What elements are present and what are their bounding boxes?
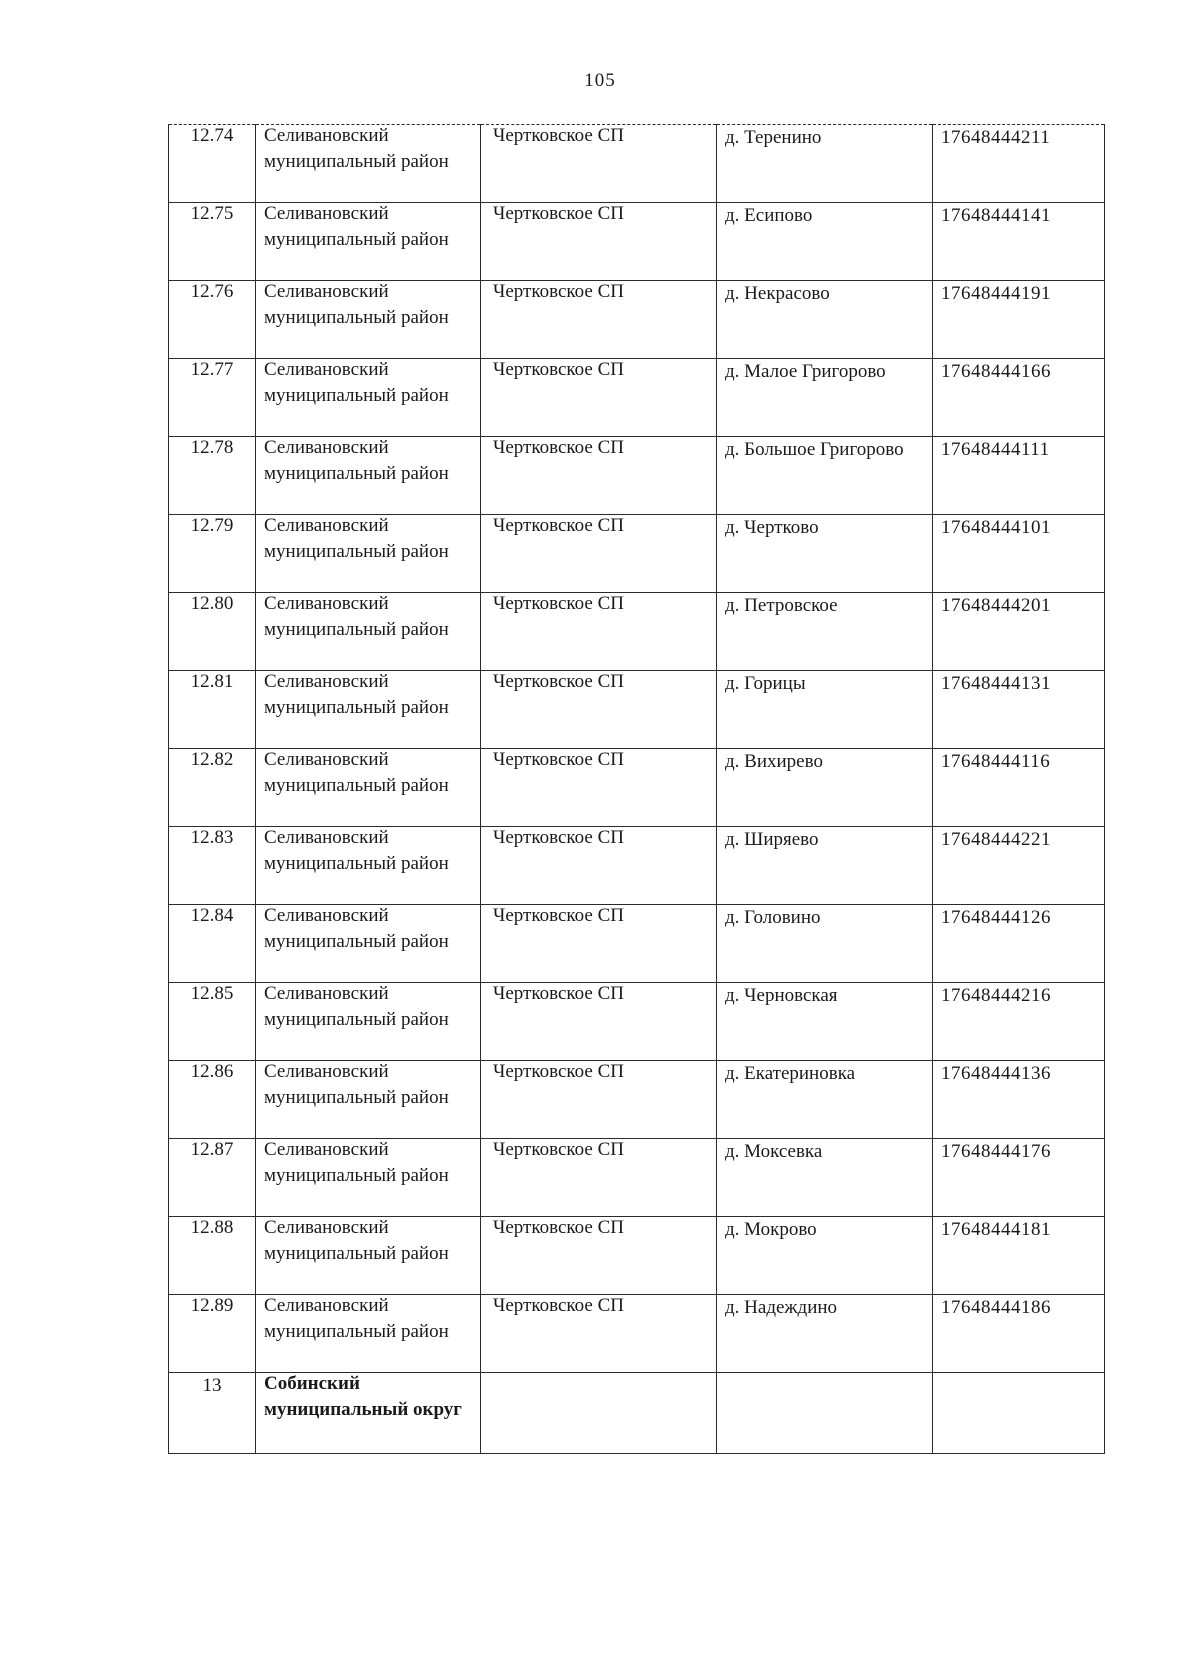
row-number: 12.78 (190, 437, 234, 458)
district-name: Селивановский муниципальный район (264, 1217, 449, 1264)
settlement-cell (481, 983, 717, 1061)
row-number-cell (169, 827, 256, 905)
settlement-cell (481, 1217, 717, 1295)
code-cell (933, 1061, 1105, 1139)
table-row (169, 749, 1105, 827)
table-row (169, 359, 1105, 437)
code-cell (933, 593, 1105, 671)
oktmo-code: 17648444221 (941, 829, 1051, 850)
locality-name: д. Некрасово (725, 283, 830, 304)
district-cell (256, 983, 481, 1061)
locality-cell (717, 203, 933, 281)
code-cell (933, 749, 1105, 827)
district-cell (256, 203, 481, 281)
row-number-cell (169, 125, 256, 203)
settlement-name: Чертковское СП (493, 749, 624, 770)
oktmo-code: 17648444181 (941, 1219, 1051, 1240)
locality-cell (717, 749, 933, 827)
table-row (169, 593, 1105, 671)
settlement-cell (481, 437, 717, 515)
row-number-cell (169, 359, 256, 437)
code-cell (933, 281, 1105, 359)
code-cell (933, 1139, 1105, 1217)
settlement-name: Чертковское СП (493, 593, 624, 614)
locality-cell (717, 983, 933, 1061)
district-name: Селивановский муниципальный район (264, 593, 449, 640)
settlement-cell (481, 203, 717, 281)
settlement-cell (481, 749, 717, 827)
district-cell (256, 749, 481, 827)
oktmo-code: 17648444211 (941, 127, 1051, 148)
oktmo-code: 17648444136 (941, 1063, 1051, 1084)
oktmo-code: 17648444111 (941, 439, 1050, 460)
locality-name: д. Черновская (725, 985, 838, 1006)
table-row (169, 281, 1105, 359)
row-number-cell (169, 593, 256, 671)
settlement-name: Чертковское СП (493, 1139, 624, 1160)
row-number: 12.79 (190, 515, 234, 536)
district-cell (256, 905, 481, 983)
row-number: 12.80 (190, 593, 234, 614)
district-cell (256, 125, 481, 203)
table-row (169, 1217, 1105, 1295)
settlement-cell (481, 593, 717, 671)
locality-name: д. Большое Григорово (725, 439, 904, 460)
oktmo-code: 17648444201 (941, 595, 1051, 616)
row-number: 12.87 (190, 1139, 234, 1160)
district-name: Селивановский муниципальный район (264, 437, 449, 484)
district-cell (256, 437, 481, 515)
oktmo-code: 17648444166 (941, 361, 1051, 382)
row-number: 12.75 (190, 203, 234, 224)
row-number: 12.82 (190, 749, 234, 770)
row-number: 12.81 (190, 671, 234, 692)
locality-cell (717, 593, 933, 671)
settlement-cell (481, 1373, 717, 1454)
locality-cell (717, 125, 933, 203)
row-number-cell (169, 983, 256, 1061)
settlement-name: Чертковское СП (493, 437, 624, 458)
settlement-name: Чертковское СП (493, 125, 624, 146)
locality-cell (717, 1139, 933, 1217)
locality-name: д. Ширяево (725, 829, 819, 850)
table-body (169, 125, 1105, 1454)
settlement-cell (481, 827, 717, 905)
table-row (169, 125, 1105, 203)
district-cell (256, 1373, 481, 1454)
code-cell (933, 905, 1105, 983)
locality-cell (717, 905, 933, 983)
row-number-cell (169, 1373, 256, 1454)
table-row (169, 203, 1105, 281)
oktmo-code: 17648444141 (941, 205, 1051, 226)
locality-cell (717, 281, 933, 359)
code-cell (933, 515, 1105, 593)
code-cell (933, 437, 1105, 515)
code-cell (933, 1217, 1105, 1295)
row-number-cell (169, 437, 256, 515)
row-number-cell (169, 905, 256, 983)
settlement-cell (481, 125, 717, 203)
table-row (169, 1139, 1105, 1217)
settlement-cell (481, 905, 717, 983)
settlement-cell (481, 515, 717, 593)
settlement-name: Чертковское СП (493, 281, 624, 302)
row-number-cell (169, 515, 256, 593)
oktmo-code: 17648444186 (941, 1297, 1051, 1318)
district-name: Собинский муниципальный округ (264, 1373, 462, 1420)
district-name: Селивановский муниципальный район (264, 281, 449, 328)
table-row (169, 905, 1105, 983)
row-number-cell (169, 203, 256, 281)
row-number: 12.88 (190, 1217, 234, 1238)
code-cell (933, 203, 1105, 281)
row-number: 12.74 (190, 125, 234, 146)
code-cell (933, 827, 1105, 905)
settlements-table (168, 124, 1105, 1454)
district-name: Селивановский муниципальный район (264, 1061, 449, 1108)
settlement-name: Чертковское СП (493, 1061, 624, 1082)
settlement-name: Чертковское СП (493, 671, 624, 692)
settlement-name: Чертковское СП (493, 1295, 624, 1316)
locality-name: д. Надеждино (725, 1297, 838, 1318)
oktmo-code: 17648444116 (941, 751, 1051, 772)
settlement-cell (481, 671, 717, 749)
row-number: 13 (202, 1375, 222, 1396)
row-number: 12.86 (190, 1061, 234, 1082)
locality-cell (717, 515, 933, 593)
settlement-name: Чертковское СП (493, 359, 624, 380)
district-cell (256, 671, 481, 749)
table-row (169, 437, 1105, 515)
district-cell (256, 281, 481, 359)
district-cell (256, 1061, 481, 1139)
settlement-name: Чертковское СП (493, 983, 624, 1004)
row-number-cell (169, 1217, 256, 1295)
locality-name: д. Горицы (725, 673, 806, 694)
code-cell (933, 1373, 1105, 1454)
settlement-name: Чертковское СП (493, 905, 624, 926)
district-cell (256, 1295, 481, 1373)
table-row (169, 1061, 1105, 1139)
row-number-cell (169, 1295, 256, 1373)
locality-cell (717, 1217, 933, 1295)
district-name: Селивановский муниципальный район (264, 1139, 449, 1186)
settlement-name: Чертковское СП (493, 203, 624, 224)
district-cell (256, 359, 481, 437)
table-row (169, 827, 1105, 905)
district-name: Селивановский муниципальный район (264, 515, 449, 562)
district-cell (256, 1217, 481, 1295)
district-name: Селивановский муниципальный район (264, 983, 449, 1030)
oktmo-code: 17648444176 (941, 1141, 1051, 1162)
locality-name: д. Моксевка (725, 1141, 823, 1162)
settlement-cell (481, 1139, 717, 1217)
district-cell (256, 515, 481, 593)
settlement-cell (481, 359, 717, 437)
district-cell (256, 1139, 481, 1217)
locality-cell (717, 1373, 933, 1454)
table-row (169, 671, 1105, 749)
settlement-name: Чертковское СП (493, 827, 624, 848)
table-row (169, 983, 1105, 1061)
district-cell (256, 593, 481, 671)
district-name: Селивановский муниципальный район (264, 827, 449, 874)
district-name: Селивановский муниципальный район (264, 359, 449, 406)
locality-cell (717, 1295, 933, 1373)
locality-name: д. Екатериновка (725, 1063, 856, 1084)
locality-name: д. Мокрово (725, 1219, 817, 1240)
row-number: 12.84 (190, 905, 234, 926)
locality-cell (717, 437, 933, 515)
locality-cell (717, 671, 933, 749)
oktmo-code: 17648444216 (941, 985, 1051, 1006)
district-name: Селивановский муниципальный район (264, 1295, 449, 1342)
code-cell (933, 359, 1105, 437)
locality-name: д. Есипово (725, 205, 813, 226)
district-cell (256, 827, 481, 905)
oktmo-code: 17648444131 (941, 673, 1051, 694)
locality-name: д. Головино (725, 907, 821, 928)
code-cell (933, 1295, 1105, 1373)
oktmo-code: 17648444126 (941, 907, 1051, 928)
locality-name: д. Вихирево (725, 751, 823, 772)
locality-name: д. Петровское (725, 595, 838, 616)
settlement-cell (481, 1061, 717, 1139)
row-number-cell (169, 1139, 256, 1217)
district-name: Селивановский муниципальный район (264, 749, 449, 796)
table-row (169, 515, 1105, 593)
page-number: 105 (584, 70, 616, 91)
row-number: 12.83 (190, 827, 234, 848)
row-number: 12.76 (190, 281, 234, 302)
district-name: Селивановский муниципальный район (264, 905, 449, 952)
locality-cell (717, 827, 933, 905)
oktmo-code: 17648444191 (941, 283, 1051, 304)
row-number-cell (169, 1061, 256, 1139)
row-number-cell (169, 281, 256, 359)
locality-name: д. Чертково (725, 517, 819, 538)
oktmo-code: 17648444101 (941, 517, 1051, 538)
code-cell (933, 983, 1105, 1061)
row-number-cell (169, 749, 256, 827)
settlement-name: Чертковское СП (493, 1217, 624, 1238)
district-name: Селивановский муниципальный район (264, 125, 449, 172)
settlement-cell (481, 1295, 717, 1373)
row-number-cell (169, 671, 256, 749)
district-name: Селивановский муниципальный район (264, 671, 449, 718)
row-number: 12.85 (190, 983, 234, 1004)
row-number: 12.77 (190, 359, 234, 380)
locality-name: д. Теренино (725, 127, 822, 148)
table-row (169, 1295, 1105, 1373)
district-name: Селивановский муниципальный район (264, 203, 449, 250)
row-number: 12.89 (190, 1295, 234, 1316)
settlement-name: Чертковское СП (493, 515, 624, 536)
code-cell (933, 125, 1105, 203)
code-cell (933, 671, 1105, 749)
locality-name: д. Малое Григорово (725, 361, 886, 382)
locality-cell (717, 1061, 933, 1139)
table-row-district-header (169, 1373, 1105, 1454)
locality-cell (717, 359, 933, 437)
settlement-cell (481, 281, 717, 359)
